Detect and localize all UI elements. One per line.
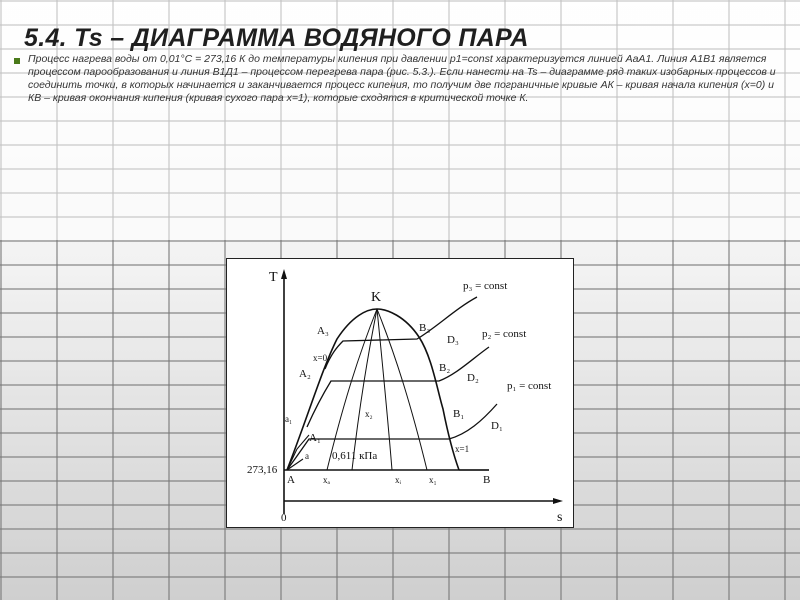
x1-bottom-label: x₁	[429, 475, 437, 485]
point-a2-label: A₂	[299, 368, 311, 380]
point-d2-label: D₂	[467, 372, 479, 384]
xa-label: xₐ	[323, 475, 330, 485]
x2-label: x₂	[365, 409, 373, 419]
point-b-label: B	[483, 474, 491, 486]
dryness-line-3	[377, 309, 392, 470]
point-k-label: K	[371, 290, 382, 305]
point-a1-label: A₁	[309, 432, 321, 444]
point-b1-label: B₁	[453, 408, 465, 420]
p3-label: p₃ = const	[463, 280, 508, 292]
temp-value-label: 273,16	[247, 464, 278, 476]
point-a1-lower-label: a₁	[285, 414, 293, 424]
point-a3-label: A₃	[317, 325, 329, 337]
axis-t-label: T	[269, 270, 278, 285]
dryness-line-2	[352, 309, 377, 470]
point-b2-label: B₂	[439, 362, 451, 374]
pressure-label: 0,611 кПа	[332, 450, 378, 462]
origin-label: 0	[281, 512, 287, 524]
point-a-small-label: a	[305, 451, 309, 461]
bullet-icon	[14, 58, 20, 64]
ts-diagram-svg	[227, 259, 575, 529]
slide-body	[10, 53, 790, 105]
point-d1-label: D₁	[491, 420, 503, 432]
x0-label: x=0	[313, 353, 328, 363]
slide-title: 5.4. Ts – ДИАГРАММА ВОДЯНОГО ПАРА	[24, 24, 529, 52]
point-a-label: A	[287, 474, 295, 486]
s-axis-arrow	[553, 498, 563, 504]
ts-diagram	[226, 258, 574, 528]
axis-s-label: s	[557, 510, 563, 525]
p2-label: p₂ = const	[482, 328, 527, 340]
point-d3-label: D₃	[447, 334, 459, 346]
saturation-dome	[287, 309, 459, 470]
x1-label: x=1	[455, 444, 470, 454]
body-paragraph: Процесс нагрева воды от 0,01°С = 273,16 К до температуры кипения при давлении р1=const характеризуется линией АаА1. Линия А1В1 является процессом парообразования и линия В1Д1 – процессом перегрева пара (рис. 5.3.). Если нанести на Ts – диаграмме ряд таких изобарных процессов и соединить точки, в которых начинается и заканчивается процесс кипения, то получим две пограничные кривые АК – кривая начала кипения (х=0) и КВ – кривая окончания кипения (кривая сухого пара х=1), которые сходятся в критической точке К.	[28, 53, 776, 104]
xi-label: xᵢ	[395, 475, 401, 485]
p1-label: p₁ = const	[507, 380, 552, 392]
dryness-line-1	[327, 309, 377, 470]
point-b3-label: B₃	[419, 322, 431, 334]
t-axis-arrow	[281, 269, 287, 279]
isobar-p3	[325, 297, 477, 369]
